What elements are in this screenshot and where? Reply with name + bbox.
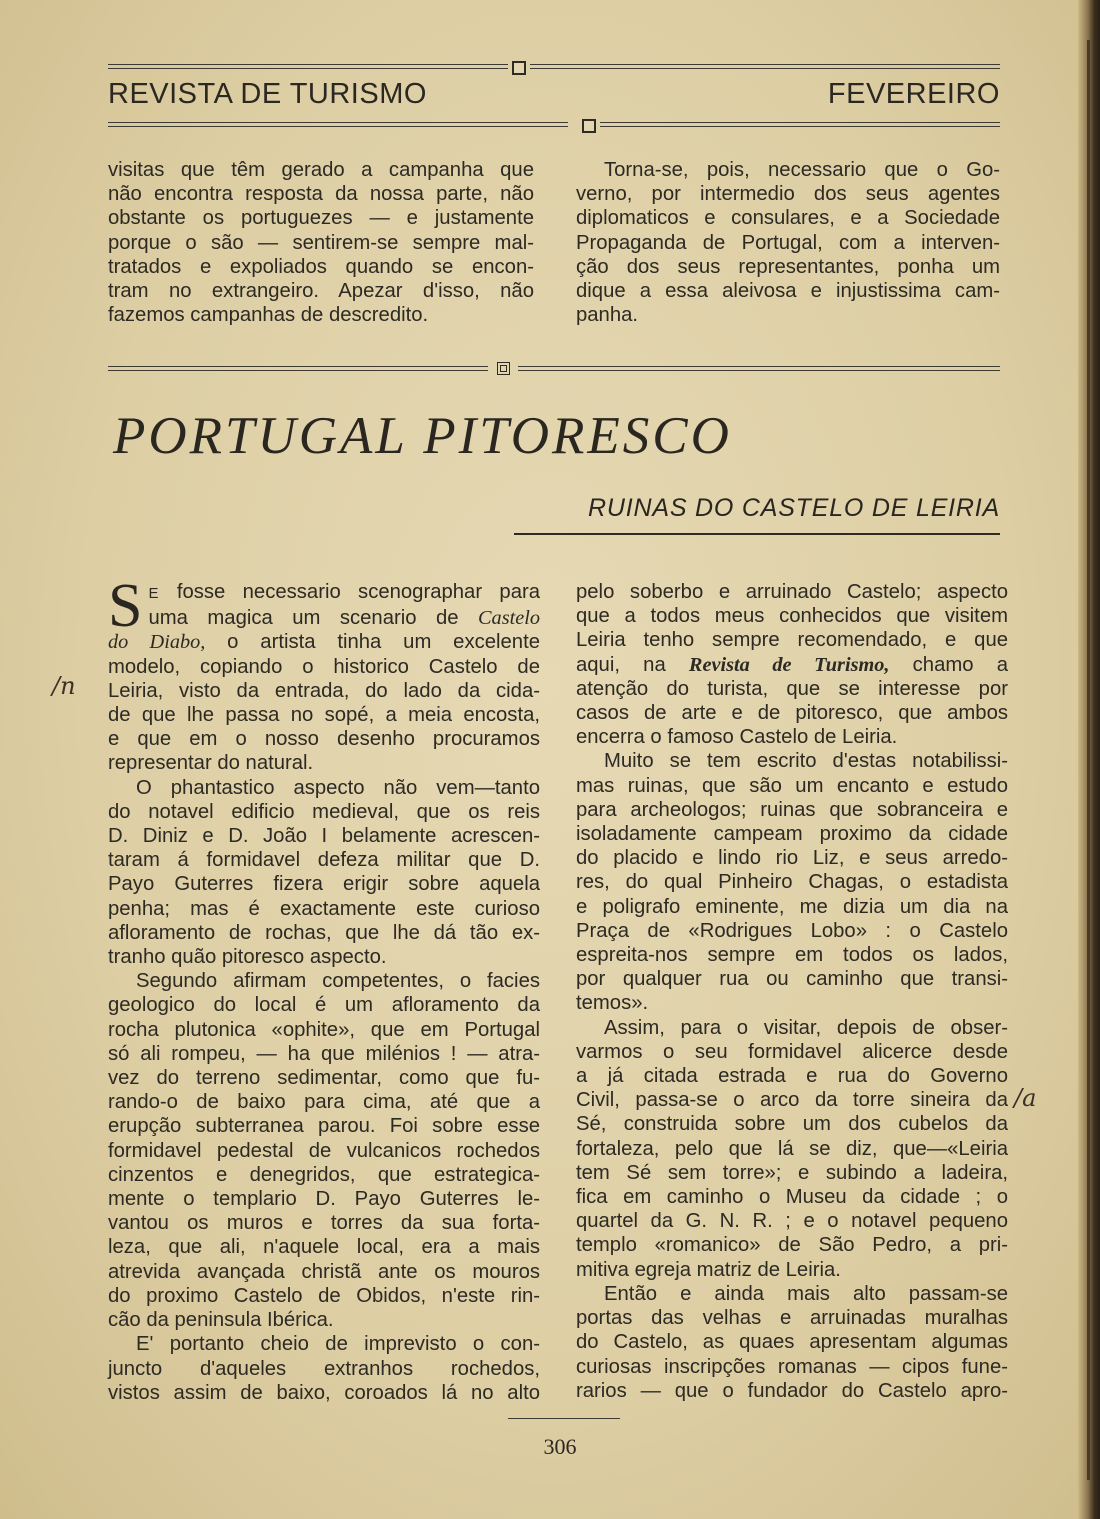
text-line: mitiva egreja matriz de Leiria. — [576, 1258, 841, 1281]
text-run: o artista tinha um excelente — [227, 631, 540, 654]
text-line: isoladamente campeam proximo da cidade — [576, 823, 1008, 846]
text-line: O phantastico aspecto não vem—tanto — [136, 776, 540, 799]
text-line: dique a essa aleivosa e injustissima cam- — [576, 280, 1000, 303]
text-line: modelo, copiando o historico Castelo de — [108, 655, 540, 678]
text-line: pelo soberbo e arruinado Castelo; aspecto — [576, 581, 1008, 603]
text-line: panha. — [576, 304, 639, 327]
text-line: Civil, passa-se o arco da torre sineira da — [576, 1089, 1008, 1112]
footer-rule — [508, 1418, 620, 1419]
text-line: Payo Guterres fizera erigir sobre aquela — [108, 873, 540, 896]
subtitle-underline — [514, 533, 1000, 535]
text-line: Assim, para o visitar, depois de obser- — [604, 1016, 1008, 1039]
text-line: representar do natural. — [108, 752, 314, 775]
text-line: que a todos meus conhecidos que visitem — [576, 605, 1008, 628]
section-divider-left — [108, 366, 488, 371]
text-line: rarios — que o fundador do Castelo apro- — [576, 1379, 1008, 1402]
text-line: espreita-nos sempre em todos os lados, — [576, 944, 1008, 967]
opening-block — [108, 572, 541, 640]
header-rule-top-right — [530, 64, 1000, 69]
text-line: D. Diniz e D. João I belamente acrescen- — [108, 825, 540, 848]
text-line: vez do terreno sedimentar, como que fu- — [108, 1067, 540, 1090]
text-line: fazemos campanhas de descredito. — [108, 304, 429, 327]
text-line: só ali rompeu, — ha que milénios ! — atra- — [108, 1042, 540, 1065]
text-line: rocha plutonica «ophite», que em Portugal — [108, 1018, 540, 1041]
text-line: mas ruinas, que são um encanto e estudo — [576, 774, 1008, 797]
text-line: erupção subterranea parou. Foi sobre esse — [108, 1115, 540, 1138]
header-rule-bottom-right — [600, 122, 1000, 127]
text-line: tram no extrangeiro. Apezar d'isso, não — [108, 280, 534, 303]
section-title: PORTUGAL PITORESCO — [113, 407, 732, 465]
text-line: atenção do turista, que se interesse por — [576, 677, 1008, 700]
text-line: fica em caminho o Museu da cidade ; o — [576, 1186, 1008, 1209]
journal-title: REVISTA DE TURISMO — [108, 78, 427, 110]
page-number: 306 — [543, 1434, 577, 1459]
text-line: para archeologos; ruinas que sobranceira e — [576, 798, 1008, 821]
header-ornament-bottom — [582, 119, 596, 133]
text-line: por qualquer rua ou caminho que transi- — [576, 968, 1008, 991]
text-line: verno, por intermedio dos seus agentes — [576, 183, 1000, 206]
section-divider-ornament — [497, 362, 510, 375]
text-line: cinzentos e denegridos, que estrategica- — [108, 1163, 540, 1186]
text-run: chamo a — [912, 653, 1008, 676]
text-run: aqui, na — [576, 653, 666, 676]
top-left-column — [108, 158, 534, 327]
italic-run: Castelo — [478, 607, 541, 630]
article-left-column — [108, 572, 541, 1405]
text-line: res, do qual Pinheiro Chagas, o estadista — [576, 871, 1008, 894]
text-line: Leiria, visto da entrada, do lado da cida- — [108, 679, 540, 702]
text-line: varmos o seu formidavel alicerce desde — [576, 1040, 1008, 1063]
text-line: vantou os muros e torres da sua forta- — [108, 1212, 540, 1235]
text-line: Propaganda de Portugal, com a interven- — [576, 231, 1000, 254]
header-ornament-top — [512, 61, 526, 75]
text-line: Sé, construida sobre um dos cubelos da — [576, 1113, 1008, 1136]
text-line: formidavel pedestal de vulcanicos rochedos — [108, 1139, 540, 1162]
text-line: Muito se tem escrito d'estas notabilissi- — [604, 750, 1008, 773]
header-rule-top-left — [108, 64, 508, 69]
text-line: obstante os portuguezes — e justamente — [108, 207, 534, 230]
text-line: do placido e lindo rio Liz, e seus arredo- — [576, 847, 1008, 870]
text-line: templo «romanico» de São Pedro, a pri- — [576, 1234, 1008, 1257]
text-line: tem Sé sem torre»; e subindo a ladeira, — [576, 1161, 1008, 1184]
text-line: fortaleza, pelo que lá se diz, que—«Leiria — [576, 1137, 1008, 1160]
text-line: afloramento de rochas, que lhe dá tão ex- — [108, 921, 540, 944]
text-line: geologico do local é um afloramento da — [108, 994, 540, 1017]
text-line: atrevida avançada christã ante os mouros — [108, 1260, 540, 1283]
text-run: uma magica um scenario de — [148, 607, 459, 630]
text-line: e que em o nosso desenho procuramos — [108, 728, 540, 751]
text-run: fosse necessario scenographar para — [176, 581, 541, 603]
text-line: do Castelo, as quaes apresentam algumas — [576, 1331, 1008, 1354]
text-line: e poligrafo eminente, me dizia um dia na — [576, 895, 1008, 918]
text-line: visitas que têm gerado a campanha que — [108, 159, 534, 181]
text-line: rando-o de baixo para cima, até que a — [108, 1091, 540, 1114]
text-line: de que lhe passa no sopé, a meia encosta, — [108, 704, 540, 727]
text-line: juncto d'aqueles extranhos rochedos, — [108, 1357, 540, 1380]
drop-cap: S — [108, 572, 143, 640]
small-caps: E — [148, 585, 160, 602]
article-subtitle: RUINAS DO CASTELO DE LEIRIA — [588, 494, 1000, 522]
text-line: Então e ainda mais alto passam-se — [604, 1282, 1008, 1305]
text-line: penha; mas é exactamente este curioso — [108, 897, 540, 920]
text-line: vistos assim de baixo, coroados lá no alto — [108, 1381, 540, 1404]
text-line: E' portanto cheio de imprevisto o con- — [136, 1333, 540, 1356]
text-line: leza, que ali, n'aquele local, era a mais — [108, 1236, 540, 1259]
article-right-column — [576, 580, 1008, 1403]
text-line: diplomaticos e consulares, e a Sociedade — [576, 207, 1000, 230]
text-line: ção dos seus representantes, ponha um — [576, 255, 1000, 278]
text-line: Torna-se, pois, necessario que o Go- — [604, 159, 1000, 181]
text-line: Segundo afirmam competentes, o facies — [136, 970, 540, 993]
text-line: taram á formidavel defeza militar que D. — [108, 849, 540, 872]
text-line: portas das velhas e arruinadas muralhas — [576, 1307, 1008, 1330]
section-divider-right — [518, 366, 1000, 371]
text-line: curiosas inscripções romanas — cipos fune- — [576, 1355, 1008, 1378]
journal-name-inline: Revista de Turismo, — [688, 653, 890, 676]
margin-note-right: /a — [1014, 1084, 1037, 1112]
text-line: porque o são — sentirem-se sempre mal- — [108, 231, 534, 254]
text-line: encerra o famoso Castelo de Leiria. — [576, 726, 898, 749]
text-line: não encontra resposta da nossa parte, não — [108, 183, 534, 206]
text-line: tratados e expoliados quando se encon- — [108, 255, 534, 278]
text-line: casos de arte e de pitoresco, que ambos — [576, 702, 1008, 725]
binding-line — [1087, 40, 1090, 1480]
text-line: quartel da G. N. R. ; e o notavel pequeno — [576, 1210, 1008, 1233]
text-line: tranho quão pitoresco aspecto. — [108, 946, 387, 969]
text-line: Praça de «Rodrigues Lobo» : o Castelo — [576, 919, 1008, 942]
text-line: do notavel edificio medieval, que os reis — [108, 800, 540, 823]
text-line: temos». — [576, 992, 649, 1015]
text-line: cão da peninsula Ibérica. — [108, 1309, 334, 1332]
header-rule-bottom-left — [108, 122, 568, 127]
text-line: mente o templario D. Payo Guterres le- — [108, 1188, 540, 1211]
italic-run: do Diabo, — [108, 631, 206, 654]
text-line: a já citada estrada e rua do Governo — [576, 1065, 1008, 1088]
text-line: Leiria tenho sempre recomendado, e que — [576, 629, 1008, 652]
margin-note-left: /n — [52, 672, 76, 700]
top-right-column — [576, 158, 1000, 327]
month-label: FEVEREIRO — [827, 78, 1000, 110]
text-line: do proximo Castelo de Obidos, n'este rin- — [108, 1284, 540, 1307]
